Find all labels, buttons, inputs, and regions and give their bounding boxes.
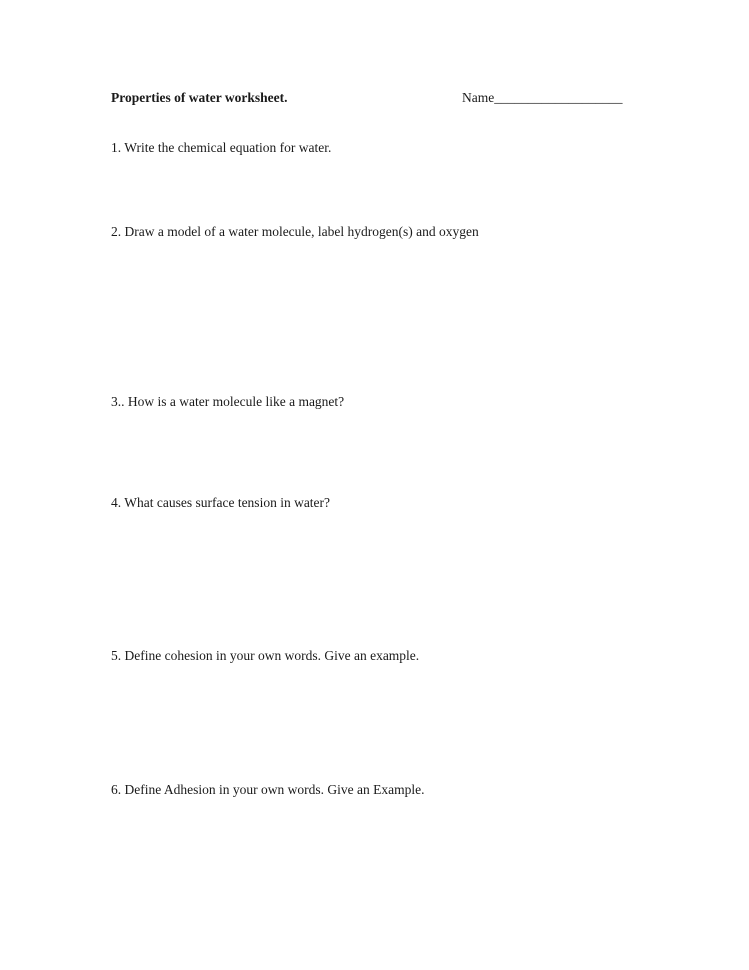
name-field-label: Name___________________ [462,90,623,105]
question-5: 5. Define cohesion in your own words. Give an example. [111,648,420,663]
question-6: 6. Define Adhesion in your own words. Give an Example. [111,782,425,797]
worksheet-title: Properties of water worksheet. [111,90,288,105]
question-2: 2. Draw a model of a water molecule, label hydrogen(s) and oxygen [111,224,479,239]
question-1: 1. Write the chemical equation for water. [111,140,332,155]
question-4: 4. What causes surface tension in water? [111,495,331,510]
question-3: 3.. How is a water molecule like a magnet? [111,394,345,409]
